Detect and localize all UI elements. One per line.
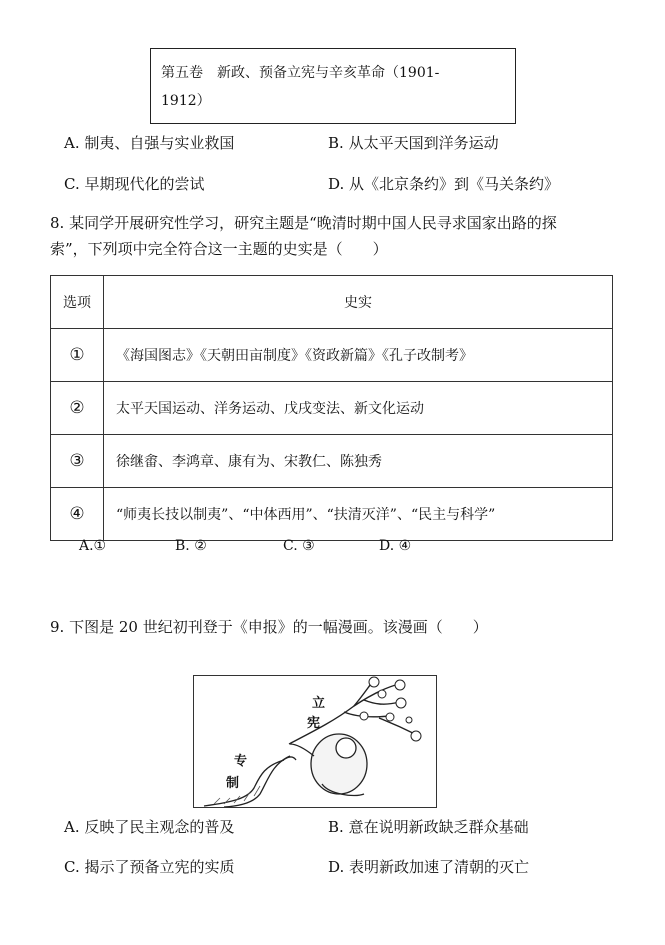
- header-facts: 史实: [104, 276, 613, 329]
- q9-stem: 9. 下图是 20 世纪初刊登于《申报》的一幅漫画。该漫画（ ）: [50, 618, 488, 636]
- q7-book-title-box: [150, 48, 516, 124]
- table-row: [51, 382, 613, 435]
- cartoon-label-top1: 立: [312, 696, 326, 711]
- row-text: 太平天国运动、洋务运动、戊戌变法、新文化运动: [104, 382, 613, 435]
- table-row: [51, 488, 613, 541]
- table-row: [51, 329, 613, 382]
- table-header-row: [51, 276, 613, 329]
- row-number: ④: [51, 488, 104, 541]
- q8-stem-line2: 索”，下列项中完全符合这一主题的史实是（ ）: [50, 240, 388, 258]
- row-number: ③: [51, 435, 104, 488]
- row-number: ①: [51, 329, 104, 382]
- figure-icon: [290, 734, 367, 796]
- q7-option-d[interactable]: D. 从《北京条约》到《马关条约》: [328, 175, 560, 193]
- q8-answer-a[interactable]: A.①: [79, 538, 107, 554]
- q9-option-c[interactable]: C. 揭示了预备立宪的实质: [64, 858, 235, 876]
- row-number: ②: [51, 382, 104, 435]
- q7-box-line2: 1912）: [161, 93, 211, 109]
- serpent-icon: [204, 756, 296, 807]
- q8-answer-d[interactable]: D. ④: [379, 538, 412, 554]
- row-text: “师夷长技以制夷”、“中体西用”、“扶清灭洋”、“民主与科学”: [104, 488, 613, 541]
- table-row: [51, 435, 613, 488]
- q8-answer-b[interactable]: B. ②: [175, 538, 207, 554]
- q9-option-d[interactable]: D. 表明新政加速了清朝的灭亡: [328, 858, 530, 876]
- cartoon-label-bottom2: 制: [226, 776, 240, 791]
- row-text: 《海国图志》《天朝田亩制度》《资政新篇》《孔子改制考》: [104, 329, 613, 382]
- q7-option-b[interactable]: B. 从太平天国到洋务运动: [328, 134, 499, 152]
- q8-stem: [50, 210, 620, 262]
- q9-option-b[interactable]: B. 意在说明新政缺乏群众基础: [328, 818, 529, 836]
- q8-history-table: [50, 275, 613, 541]
- q9-option-a[interactable]: A. 反映了民主观念的普及: [64, 818, 235, 836]
- q9-cartoon-image: [193, 675, 437, 808]
- q8-answer-c[interactable]: C. ③: [283, 538, 315, 554]
- cartoon-label-top2: 宪: [307, 716, 321, 731]
- q7-option-c[interactable]: C. 早期现代化的尝试: [64, 175, 205, 193]
- q7-option-a[interactable]: A. 制夷、自强与实业救国: [64, 134, 235, 152]
- q8-stem-line1: 8. 某同学开展研究性学习，研究主题是“晚清时期中国人民寻求国家出路的探: [50, 214, 557, 232]
- cartoon-label-bottom1: 专: [234, 754, 248, 769]
- header-option: 选项: [51, 276, 104, 329]
- q7-box-line1: 第五卷 新政、预备立宪与辛亥革命（1901-: [161, 65, 440, 81]
- row-text: 徐继畬、李鸿章、康有为、宋教仁、陈独秀: [104, 435, 613, 488]
